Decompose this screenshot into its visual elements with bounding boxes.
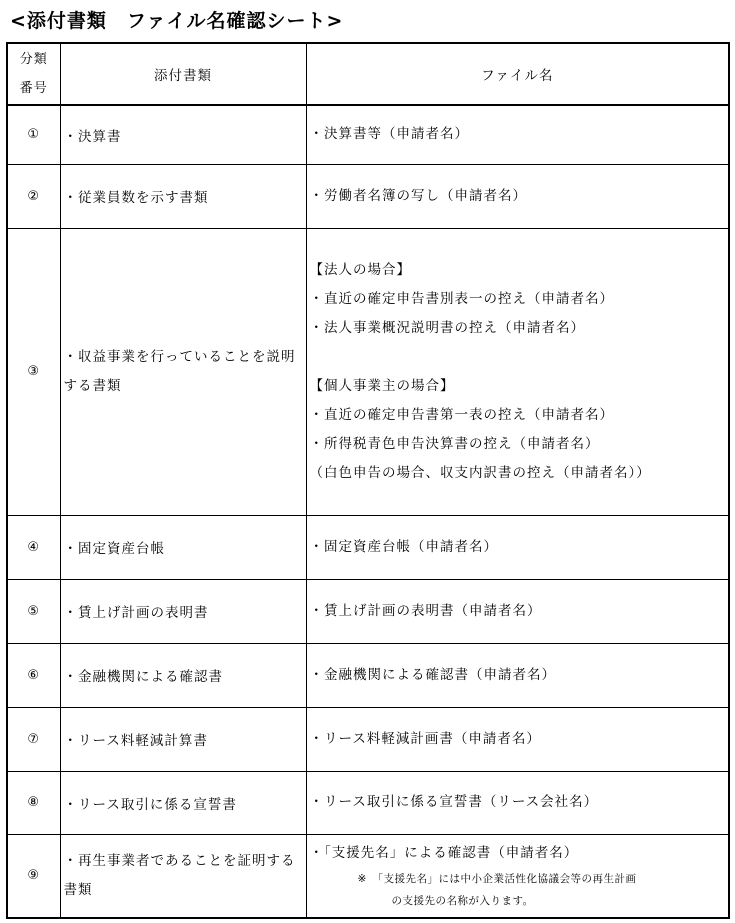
- row-document: ・リース料軽減計算書: [60, 707, 306, 771]
- row-file-name: [306, 515, 729, 579]
- row-number: ②: [7, 164, 60, 228]
- header-category-number-line1: 分類: [19, 52, 48, 67]
- row-file-name: [306, 771, 729, 834]
- table-row: [7, 515, 729, 579]
- row-file-name: [306, 707, 729, 771]
- row-document: ・収益事業を行っていることを説明する書類: [60, 228, 306, 515]
- table-row: [7, 164, 729, 228]
- row-file-name: [306, 105, 729, 164]
- file-name-line: ・決算書等（申請者名）: [309, 126, 469, 143]
- file-name-line: ・労働者名簿の写し（申請者名）: [309, 187, 527, 204]
- row-file-name: [306, 834, 729, 918]
- file-name-line: ・所得税青色申告決算書の控え（申請者名）: [309, 435, 600, 452]
- file-name-line: ・リース料軽減計画書（申請者名）: [309, 730, 541, 747]
- footnote-line: の支援先の名称が入ります。: [391, 895, 534, 908]
- row-document: ・リース取引に係る宣誓書: [60, 771, 306, 834]
- spacer: [310, 343, 729, 372]
- row-document: ・金融機関による確認書: [60, 643, 306, 707]
- header-category-number-line2: 番号: [19, 81, 48, 96]
- table-row: [7, 834, 729, 918]
- corporation-heading: 【法人の場合】: [309, 261, 411, 278]
- attachment-filename-table: [6, 42, 730, 919]
- file-name-line: ・固定資産台帳（申請者名）: [309, 538, 498, 555]
- table-row: [7, 228, 729, 515]
- footnote-line: ※ 「支援先名」には中小企業活性化協議会等の再生計画: [357, 873, 637, 886]
- row-number: ③: [7, 228, 60, 515]
- file-name-line: ・直近の確定申告書別表一の控え（申請者名）: [309, 290, 614, 307]
- table-row: [7, 105, 729, 164]
- row-number: ④: [7, 515, 60, 579]
- table-header-row: [7, 43, 729, 105]
- row-number: ⑤: [7, 579, 60, 643]
- file-name-line: ・リース取引に係る宣誓書（リース会社名）: [309, 794, 599, 810]
- header-file-name: ファイル名: [306, 43, 729, 105]
- row-file-name: [306, 164, 729, 228]
- header-attached-document: 添付書類: [60, 43, 306, 105]
- table-row: [7, 643, 729, 707]
- table-row: [7, 707, 729, 771]
- row-document: ・決算書: [60, 105, 306, 164]
- sole-proprietor-heading: 【個人事業主の場合】: [309, 377, 455, 394]
- row-document: ・再生事業者であることを証明する書類: [60, 834, 306, 918]
- row-document: ・従業員数を示す書類: [60, 164, 306, 228]
- row-number: ⑦: [7, 707, 60, 771]
- file-name-line: ・金融機関による確認書（申請者名）: [309, 666, 556, 683]
- row-file-name: [306, 579, 729, 643]
- row-document: ・固定資産台帳: [60, 515, 306, 579]
- file-name-line: ・法人事業概況説明書の控え（申請者名）: [309, 319, 585, 336]
- row-number: ⑥: [7, 643, 60, 707]
- table-row: [7, 771, 729, 834]
- file-name-line: ・直近の確定申告書第一表の控え（申請者名）: [309, 406, 614, 423]
- file-name-line: （白色申告の場合、収支内訳書の控え（申請者名））: [309, 464, 651, 481]
- row-number: ①: [7, 105, 60, 164]
- file-name-line: ・賃上げ計画の表明書（申請者名）: [309, 602, 542, 619]
- row-number: ⑨: [7, 834, 60, 918]
- page-title: <添付書類 ファイル名確認シート>: [10, 10, 344, 32]
- table-row: [7, 579, 729, 643]
- file-name-line: ・「支援先名」による確認書（申請者名）: [309, 845, 579, 862]
- row-file-name: [306, 228, 729, 515]
- row-document: ・賃上げ計画の表明書: [60, 579, 306, 643]
- row-number: ⑧: [7, 771, 60, 834]
- header-category-number: [7, 43, 60, 105]
- row-file-name: [306, 643, 729, 707]
